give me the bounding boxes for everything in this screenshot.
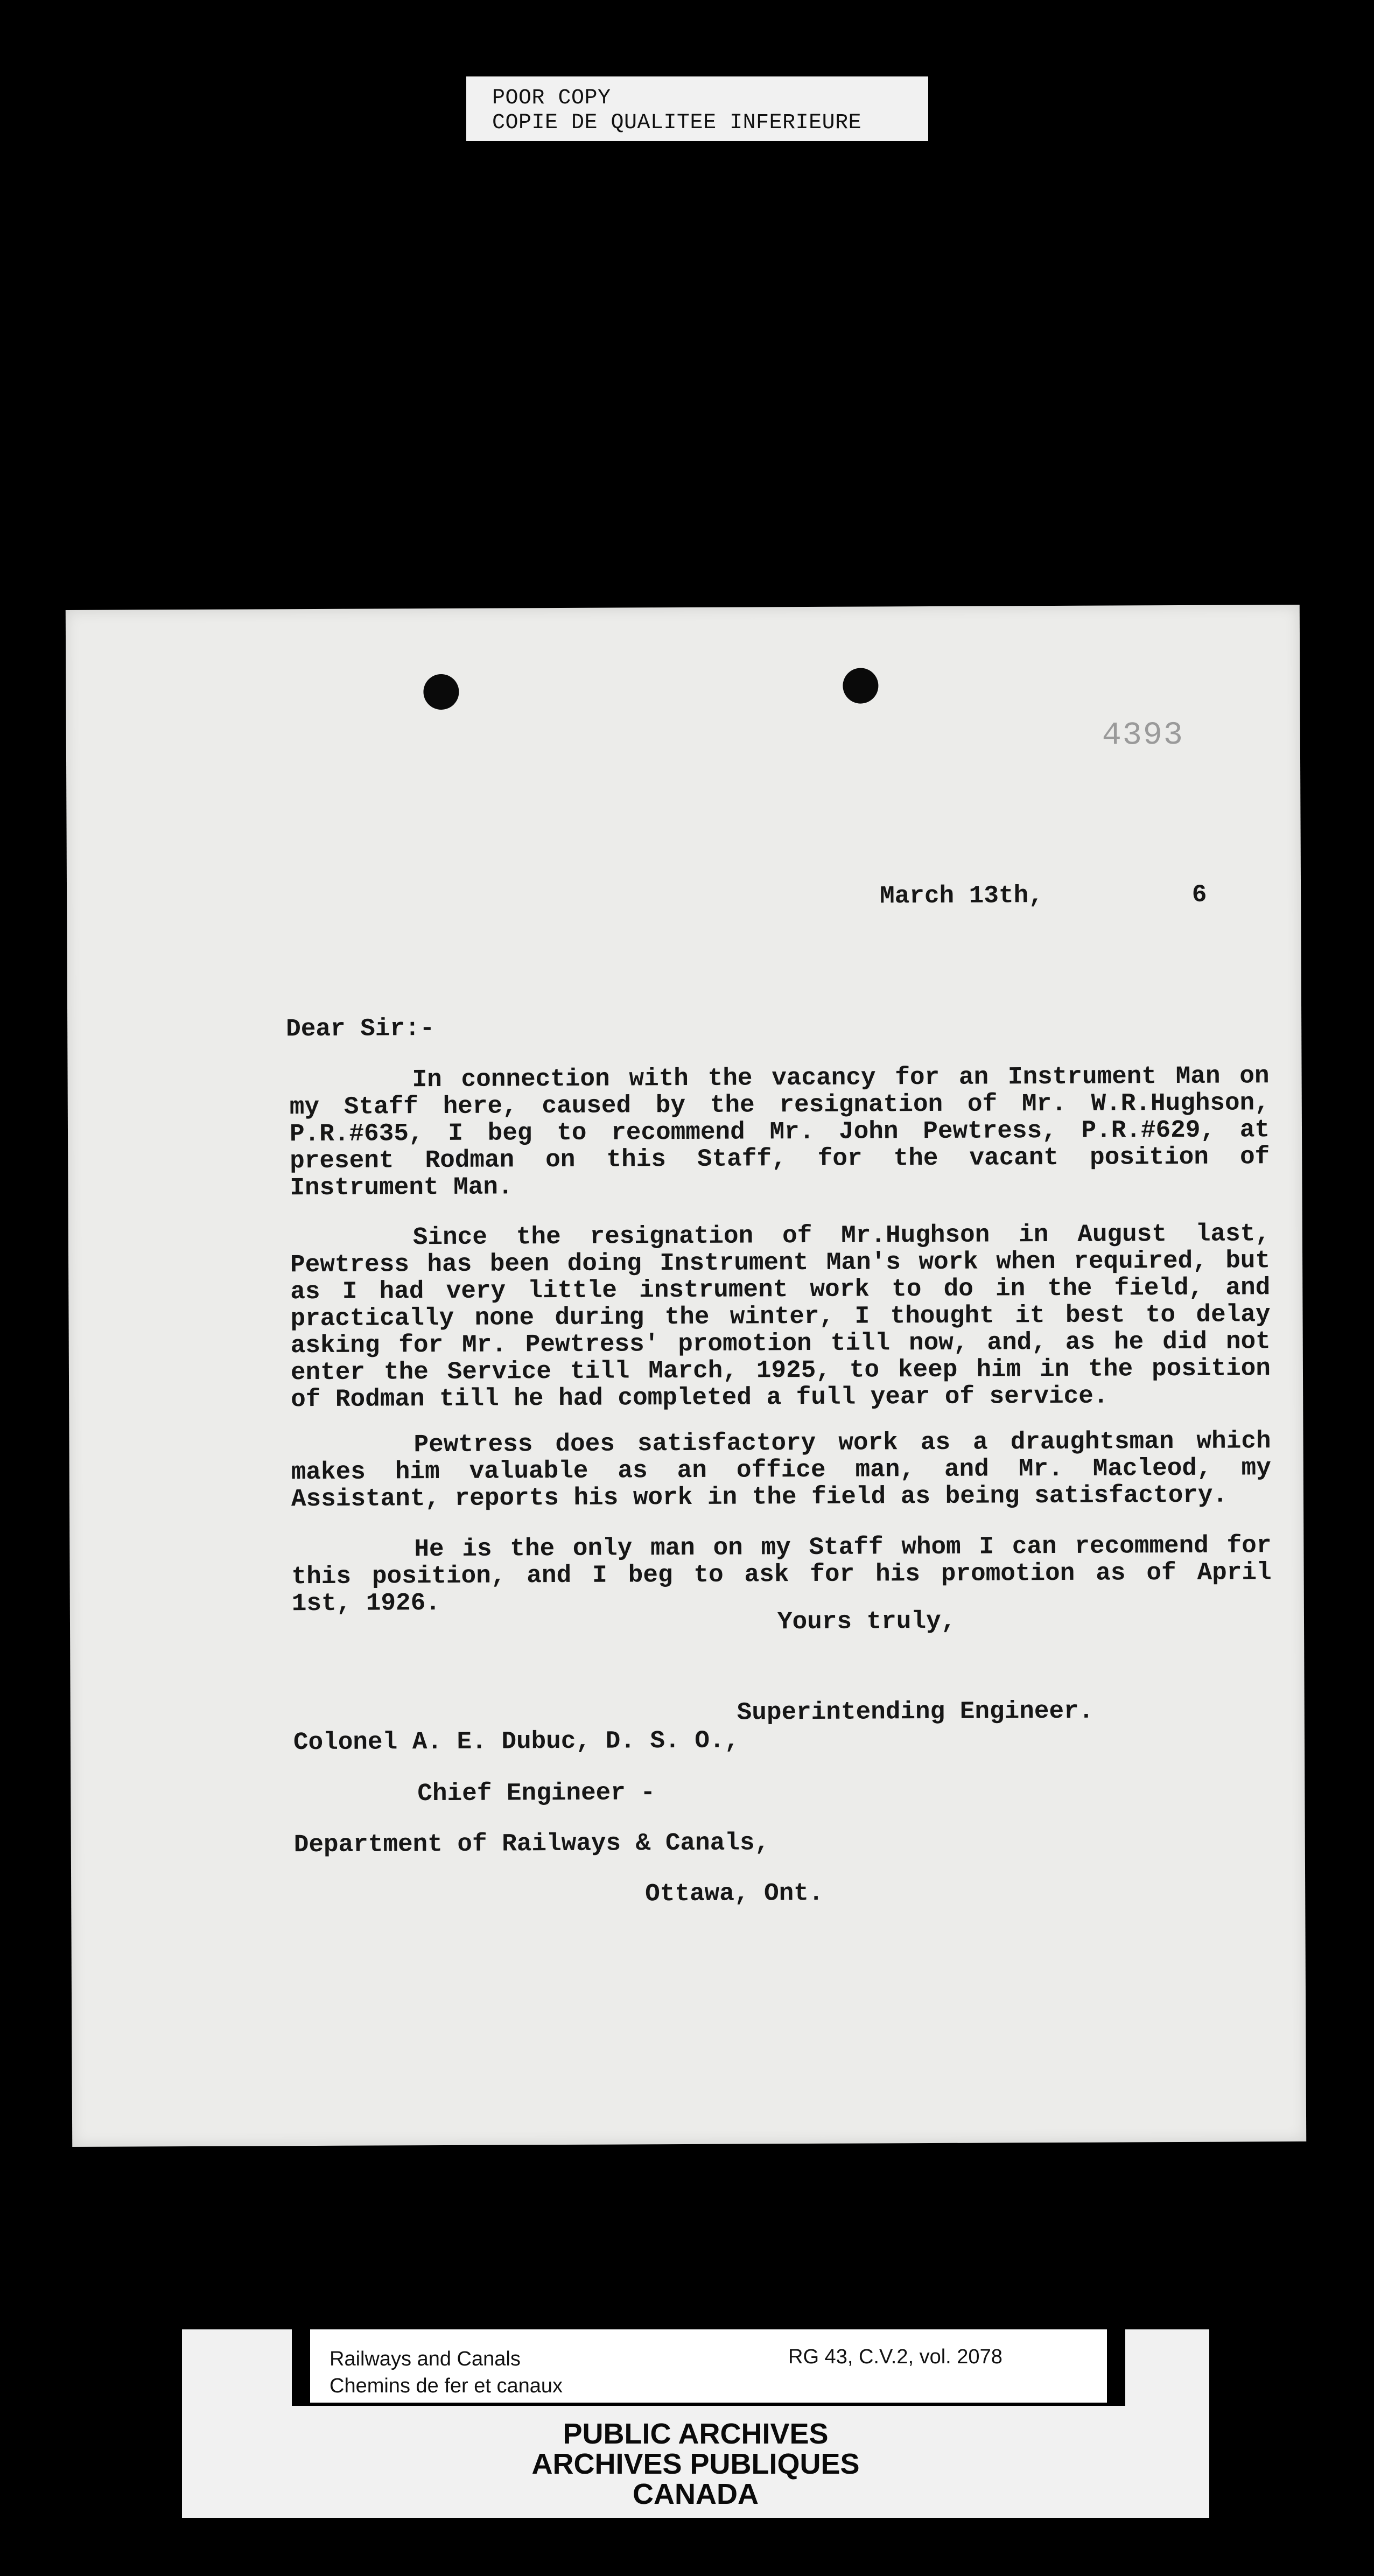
institution-name	[182, 2419, 1209, 2509]
poor-copy-line-en: POOR COPY	[492, 86, 611, 110]
archive-reference: RG 43, C.V.2, vol. 2078	[788, 2346, 1003, 2368]
archive-page-number: 4393	[1102, 717, 1184, 754]
body-paragraph-3: Pewtress does satisfactory work as a draughtsman which makes him valuable as an office man, and Mr. Macleod, my Assistant, reports his work in the field as being satisfactory.	[291, 1427, 1271, 1514]
institution-name-en: PUBLIC ARCHIVES	[563, 2418, 829, 2450]
institution-country: CANADA	[633, 2478, 759, 2510]
body-paragraph-1: In connection with the vacancy for an Instrument Man on my Staff here, caused by the resignation of Mr. W.R.Hughson, P.R.#635, I beg to recommend Mr. John Pewtress, P.R.#629, at present Rodman on this Staff, for the vacant position of Instrument Man.	[289, 1062, 1270, 1202]
letter-sheet	[66, 605, 1306, 2147]
addressee-title: Chief Engineer -	[417, 1779, 656, 1808]
reference-strip	[292, 2329, 1125, 2406]
salutation: Dear Sir:-	[286, 1014, 435, 1044]
closing: Yours truly,	[777, 1607, 956, 1636]
punch-hole-right	[843, 668, 878, 703]
punch-hole-left	[423, 674, 459, 710]
signature-title: Superintending Engineer.	[737, 1697, 1094, 1727]
addressee-city: Ottawa, Ont.	[645, 1879, 824, 1908]
archive-label-card	[182, 2329, 1209, 2518]
collection-name	[330, 2346, 563, 2399]
body-paragraph-4: He is the only man on my Staff whom I can recommend for this position, and I beg to ask for his promotion as of April 1st, 1926.	[291, 1531, 1272, 1618]
poor-copy-line-fr: COPIE DE QUALITEE INFERIEURE	[492, 111, 862, 135]
addressee-name: Colonel A. E. Dubuc, D. S. O.,	[293, 1726, 740, 1757]
collection-name-fr: Chemins de fer et canaux	[330, 2375, 563, 2397]
institution-name-fr: ARCHIVES PUBLIQUES	[531, 2448, 860, 2480]
letter-date: March 13th, 6	[880, 880, 1207, 911]
addressee-department: Department of Railways & Canals,	[293, 1829, 770, 1859]
collection-name-en: Railways and Canals	[330, 2348, 521, 2370]
poor-copy-label	[466, 76, 928, 141]
body-paragraph-2: Since the resignation of Mr.Hughson in August last, Pewtress has been doing Instrument Man's work when required, but as I had very little instrument work to do in the field, and practically none during the winter, I thought it best to delay asking for Mr. Pewtress' promotion till now, and, as he did not enter the Service till March, 1925, to keep him in the position of Rodman till he had completed a full year of service.	[290, 1220, 1271, 1414]
